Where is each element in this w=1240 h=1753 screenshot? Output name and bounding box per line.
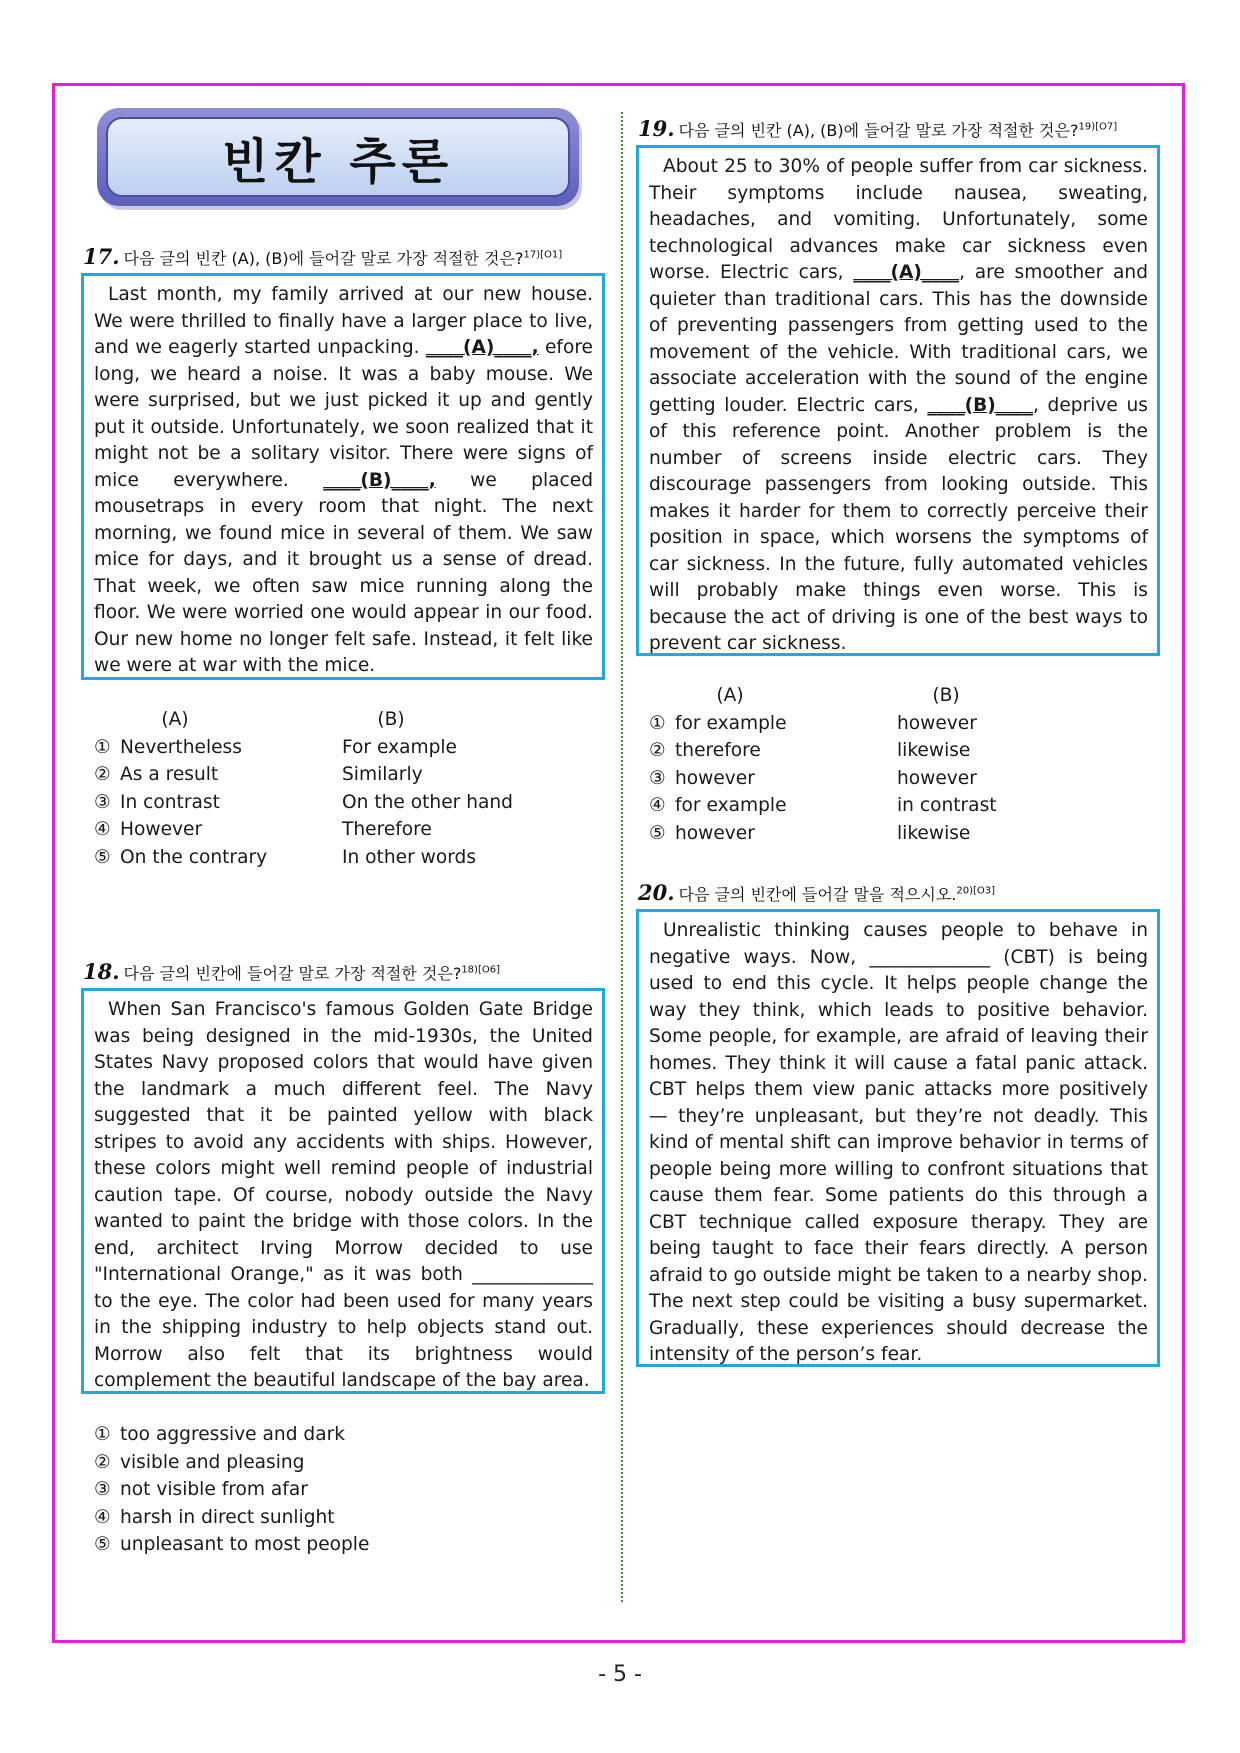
- choice-3[interactable]: ③ however however: [649, 767, 977, 789]
- column-divider: [621, 112, 623, 1602]
- passage-text: Last month, my family arrived at our new house. We were thrilled to finally have a larger place to live, and we eagerly started unpacking.: [94, 284, 593, 358]
- question-18-passage: [81, 988, 605, 1394]
- question-19-passage: [636, 145, 1160, 656]
- blank: _____________: [472, 1264, 593, 1285]
- question-17-header: [83, 244, 562, 269]
- question-number: 19.: [638, 116, 675, 141]
- blank-b: ____(B)____,: [323, 469, 436, 491]
- question-ref: 17)[O1]: [523, 249, 563, 261]
- section-title-banner: [97, 108, 579, 206]
- question-18-choices: [94, 1421, 369, 1559]
- question-instruction: 다음 글의 빈칸에 들어갈 말을 적으시오.: [678, 885, 957, 904]
- question-20-header: [638, 880, 995, 905]
- question-number: 18.: [83, 959, 120, 984]
- blank-b: ____(B)____: [927, 394, 1033, 416]
- choice-1[interactable]: ① Nevertheless For example: [94, 736, 457, 758]
- question-19-header: [638, 116, 1117, 141]
- passage-text: Unrealistic thinking causes people to behave in negative ways. Now,: [649, 920, 1148, 968]
- choice-1[interactable]: ① too aggressive and dark: [94, 1424, 346, 1445]
- question-number: 20.: [638, 880, 675, 905]
- passage-text: to the eye. The color had been used for many years in the shipping industry to help objects stand out. Morrow also felt that its brightness would complement the beautiful landscape of the bay area.: [94, 1290, 593, 1391]
- passage-text: we placed mousetraps in every room that night. The next morning, we found mice in several of them. We saw mice for days, and it brought us a sense of dread. That week, we often saw mice running along the floor. We were worried one would appear in our food. Our new home no longer felt safe. Instead, it felt like we were at war with the mice.: [94, 469, 593, 676]
- header-a: (A): [161, 709, 189, 730]
- section-title: 빈칸 추론: [106, 117, 570, 197]
- blank-a: ____(A)____: [853, 262, 960, 283]
- choice-2[interactable]: ② As a result Similarly: [94, 764, 423, 785]
- question-number: 17.: [83, 244, 120, 269]
- choice-5[interactable]: ⑤ unpleasant to most people: [94, 1534, 370, 1555]
- question-instruction: 다음 글의 빈칸 (A), (B)에 들어갈 말로 가장 적절한 것은?: [123, 249, 524, 268]
- blank-a: ____(A)____,: [425, 337, 539, 358]
- choice-4[interactable]: ④ However Therefore: [94, 819, 432, 840]
- choice-5[interactable]: ⑤ however likewise: [649, 822, 971, 844]
- passage-text: About 25 to 30% of people suffer from car sickness. Their symptoms include nausea, sweating, headaches, and vomiting. Unfortunately, some technological advances make car sickness even worse. Electric cars,: [649, 156, 1148, 283]
- choice-5[interactable]: ⑤ On the contrary In other words: [94, 846, 477, 868]
- question-ref: 19)[O7]: [1078, 121, 1118, 133]
- choice-1[interactable]: ① for example however: [649, 712, 977, 734]
- choice-3[interactable]: ③ In contrast On the other hand: [94, 791, 513, 813]
- question-17-choices: [94, 706, 513, 871]
- passage-text: efore long, we heard a noise. It was a baby mouse. We were surprised, but we just picked it up and gently put it outside. Unfortunately, we soon realized that it might not be a solitary visitor. There were signs of mice everywhere.: [94, 337, 593, 491]
- question-18-header: [83, 959, 500, 984]
- choice-4[interactable]: ④ harsh in direct sunlight: [94, 1506, 335, 1528]
- question-20-passage: [636, 909, 1160, 1367]
- question-ref: 18)[O6]: [461, 964, 500, 976]
- header-b: (B): [377, 709, 405, 730]
- header-a: (A): [716, 685, 744, 706]
- choice-2[interactable]: ② therefore likewise: [649, 740, 971, 761]
- passage-text: When San Francisco's famous Golden Gate Bridge was being designed in the mid-1930s, the United States Navy proposed colors that would have given the landmark a much different feel. The Navy suggested that it be painted yellow with black stripes to avoid any accidents with ships. However, these colors might well remind people of industrial caution tape. Of course, nobody outside the Navy wanted to paint the bridge with those colors. In the end, architect Irving Morrow decided to use "International Orange," as it was both: [94, 999, 593, 1285]
- passage-text: , deprive us of this reference point. Another problem is the number of screens inside electric cars. They discourage passengers from looking outside. This makes it harder for them to correctly perceive their position in space, which worsens the symptoms of car sickness. In the future, fully automated vehicles will probably make things even worse. This is because the act of driving is one of the best ways to prevent car sickness.: [649, 394, 1148, 654]
- passage-text: , are smoother and quieter than traditional cars. This has the downside of preventing passengers from getting used to the movement of the vehicle. With traditional cars, we associate acceleration with the sound of the engine getting louder. Electric cars,: [649, 262, 1148, 416]
- choice-2[interactable]: ② visible and pleasing: [94, 1451, 305, 1473]
- question-19-choices: [649, 682, 1007, 847]
- page-number: - 5 -: [598, 1662, 642, 1687]
- choice-3[interactable]: ③ not visible from afar: [94, 1479, 308, 1500]
- question-17-passage: [81, 273, 605, 680]
- header-b: (B): [932, 685, 960, 706]
- choice-4[interactable]: ④ for example in contrast: [649, 795, 997, 816]
- blank: _____________: [869, 946, 991, 968]
- passage-text: (CBT) is being used to end this cycle. It helps people change the way they think, which leads to positive behavior. Some people, for example, are afraid of leaving their homes. They think it will cause a fatal panic attack. CBT helps them view panic attacks more positively — they’re unpleasant, but they’re not deadly. This kind of mental shift can improve behavior in terms of people being more willing to confront situations that cause them fear. Some patients do this through a CBT technique called exposure therapy. They are being taught to face their fears directly. A person afraid to go outside might be taken to a nearby shop. The next step could be visiting a busy supermarket. Gradually, these experiences should decrease the intensity of the person’s fear.: [649, 946, 1148, 1365]
- question-ref: 20)[O3]: [956, 885, 996, 897]
- question-instruction: 다음 글의 빈칸 (A), (B)에 들어갈 말로 가장 적절한 것은?: [678, 121, 1079, 140]
- question-instruction: 다음 글의 빈칸에 들어갈 말로 가장 적절한 것은?: [123, 964, 462, 983]
